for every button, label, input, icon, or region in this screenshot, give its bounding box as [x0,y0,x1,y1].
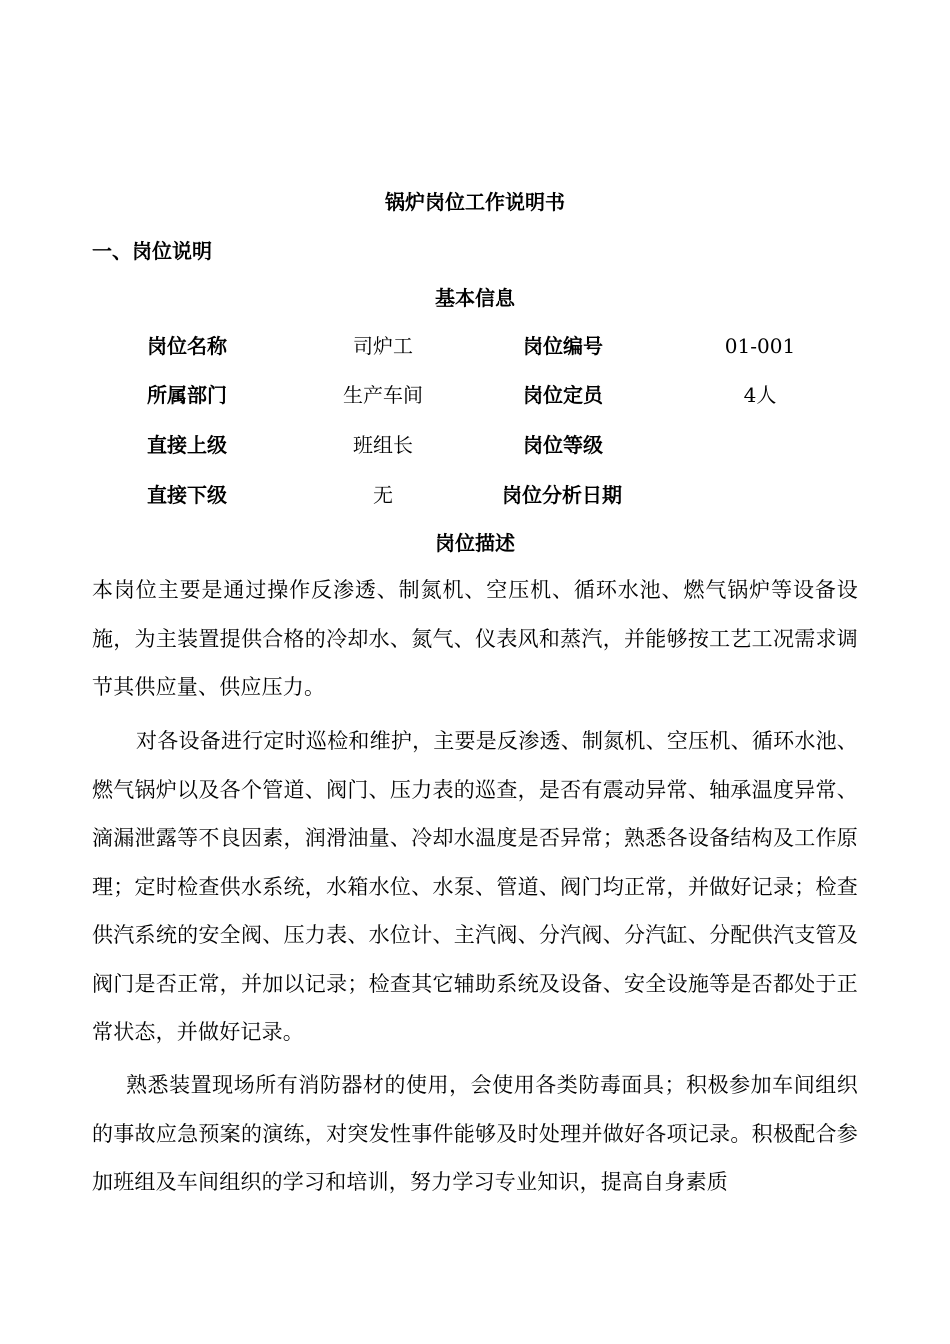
position-name-label: 岗位名称 [147,334,227,358]
section-heading: 一、岗位说明 [92,239,212,263]
headcount-label: 岗位定员 [523,383,603,407]
document-title: 锅炉岗位工作说明书 [385,190,565,214]
description-title: 岗位描述 [435,531,515,555]
department-value: 生产车间 [343,383,423,407]
description-paragraph-2: 对各设备进行定时巡检和维护，主要是反渗透、制氮机、空压机、循环水池、燃气锅炉以及各个管道、阀门、压力表的巡查，是否有震动异常、轴承温度异常、滴漏泄露等不良因素，润滑油量、冷却水温度是否异常；熟悉各设备结构及工作原理；定时检查供水系统，水箱水位、水泵、管道、阀门均正常，并做好记录；检查供汽系统的安全阀、压力表、水位计、主汽阀、分汽阀、分汽缸、分配供汽支管及阀门是否正常，并加以记录；检查其它辅助系统及设备、安全设施等是否都处于正常状态，并做好记录。 [92,729,858,1044]
direct-subordinate-label: 直接下级 [147,483,227,507]
department-label: 所属部门 [147,383,227,407]
direct-superior-label: 直接上级 [147,433,227,457]
position-code-label: 岗位编号 [523,334,603,358]
position-code-value: 01-001 [724,334,796,358]
headcount-value: 4人 [743,383,777,407]
description-paragraph-1: 本岗位主要是通过操作反渗透、制氮机、空压机、循环水池、燃气锅炉等设备设施，为主装置提供合格的冷却水、氮气、仪表风和蒸汽，并能够按工艺工况需求调节其供应量、供应压力。 [92,578,858,699]
analysis-date-label: 岗位分析日期 [502,483,622,507]
position-grade-label: 岗位等级 [523,433,603,457]
basic-info-title: 基本信息 [435,286,515,310]
description-paragraph-3: 熟悉装置现场所有消防器材的使用，会使用各类防毒面具；积极参加车间组织的事故应急预案的演练，对突发性事件能够及时处理并做好各项记录。积极配合参加班组及车间组织的学习和培训，努力学习专业知识，提高自身素质 [92,1073,858,1194]
position-name-value: 司炉工 [353,334,413,358]
direct-superior-value: 班组长 [353,433,413,457]
direct-subordinate-value: 无 [373,483,393,507]
